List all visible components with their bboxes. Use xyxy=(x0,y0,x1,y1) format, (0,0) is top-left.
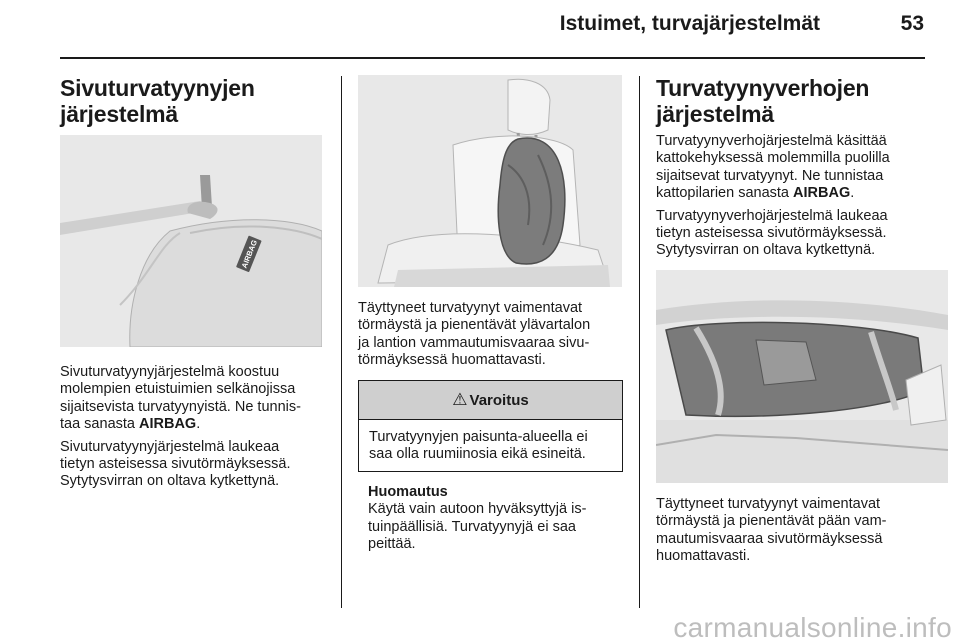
header-rule xyxy=(60,57,925,59)
note-title: Huomautus xyxy=(368,484,448,500)
side-airbag-heading: Sivuturvatyynyjen järjestelmä xyxy=(60,75,255,127)
curtain-airbag-heading: Turvatyynyverhojen järjestelmä xyxy=(656,75,870,127)
curtain-airbag-text xyxy=(656,133,948,265)
warning-box xyxy=(358,380,623,472)
curtain-airbag-illustration xyxy=(656,270,948,483)
column-divider-left xyxy=(341,76,342,608)
warning-title: Varoitus xyxy=(469,391,529,409)
warning-text: Turvatyynyjen paisunta-alueella ei saa olla ruumiinosia eikä esineitä. xyxy=(369,429,588,463)
side-airbag-caption: Täyttyneet turvatyynyt vaimentavat törmäystä ja pienentävät ylävartalon ja lantion vammautumisvaaraa sivu- törmäyksessä huomattavasti. xyxy=(358,300,591,369)
side-airbag-paragraph-1: Sivuturvatyynyjärjestelmä koostuu molempien etuistuimien selkänojissa sijaitsevista turvatyynyistä. Ne tunnis- taa sanasta AIRBAG. xyxy=(60,364,301,433)
page-header-title: Istuimet, turvajärjestelmät xyxy=(559,12,820,35)
curtain-airbag-figure xyxy=(656,270,948,483)
seat-backrest-illustration xyxy=(60,135,322,347)
curtain-airbag-paragraph-1: Turvatyynyverhojärjestelmä käsittää kattokehyksessä molemmilla puolilla sijaitsevat turvatyynyt. Ne tunnistaa kattopilarien sanasta AIRBAG. xyxy=(656,133,890,202)
warning-triangle-icon: ⚠ xyxy=(452,390,468,409)
warning-box-header xyxy=(359,381,622,420)
seat-airbag-label-text: AIRBAG xyxy=(239,238,260,270)
seat-backrest-figure xyxy=(60,135,322,347)
inflated-side-airbag-figure xyxy=(358,75,622,287)
side-airbag-paragraph-2: Sivuturvatyynyjärjestelmä laukeaa tietyn asteisessa sivutörmäyksessä. Sytytysvirran on oltava kytkettynä. xyxy=(60,438,291,490)
curtain-airbag-paragraph-2: Turvatyynyverhojärjestelmä laukeaa tietyn asteisessa sivutörmäyksessä. Sytytysvirran on oltava kytkettynä. xyxy=(656,207,888,259)
inflated-side-airbag-illustration xyxy=(358,75,622,287)
airbag-keyword: AIRBAG xyxy=(793,185,851,202)
watermark: carmanualsonline.info xyxy=(673,612,952,643)
curtain-airbag-caption: Täyttyneet turvatyynyt vaimentavat törmäystä ja pienentävät pään vam- mautumisvaaraa sivutörmäyksessä huomattavasti. xyxy=(656,496,887,565)
page-number: 53 xyxy=(900,12,924,35)
note-block xyxy=(368,484,630,554)
note-text: Käytä vain autoon hyväksyttyjä is- tuinpäällisiä. Turvatyynyjä ei saa peittää. xyxy=(368,501,587,553)
airbag-keyword: AIRBAG xyxy=(139,416,197,433)
column-divider-right xyxy=(639,76,640,608)
side-airbag-text xyxy=(60,364,335,496)
